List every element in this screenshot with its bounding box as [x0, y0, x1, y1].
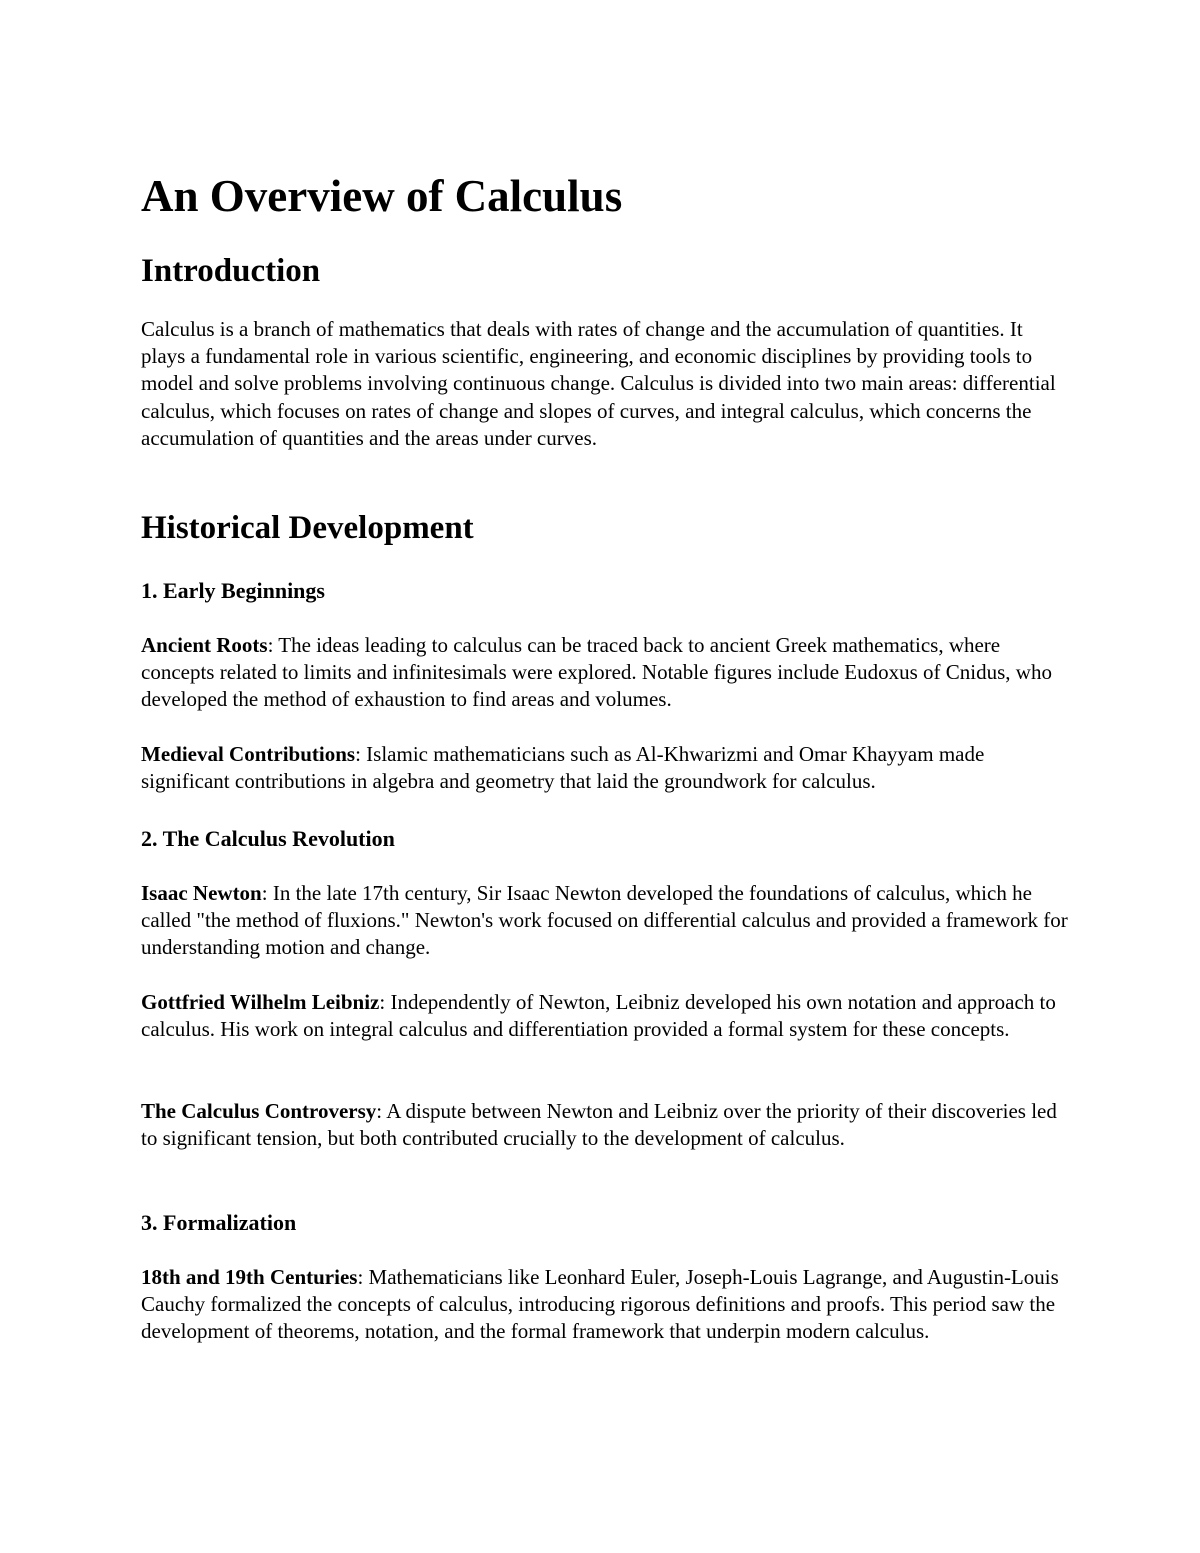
introduction-paragraph: Calculus is a branch of mathematics that deals with rates of change and the accumulation of quantities. It plays a fundamental role in various scientific, engineering, and economic disciplines by providing tools to model and solve problems involving continuous change. Calculus is divided into two main areas: differential calculus, which focuses on rates of change and slopes of curves, and integral calculus, which concerns the accumulation of quantities and the areas under curves.	[141, 317, 1056, 450]
centuries-term: 18th and 19th Centuries	[141, 1265, 358, 1289]
calculus-controversy-text: : A dispute between Newton and Leibniz over the priority of their discoveries led to significant tension, but both contributed crucially to the development of calculus.	[141, 1099, 1057, 1151]
leibniz-text: : Independently of Newton, Leibniz developed his own notation and approach to calculus. His work on integral calculus and differentiation provided a formal system for these concepts.	[141, 990, 1056, 1042]
leibniz-paragraph	[141, 989, 1071, 1043]
isaac-newton-paragraph	[141, 880, 1071, 962]
formalization-heading: 3. Formalization	[141, 1210, 297, 1235]
isaac-newton-term: Isaac Newton	[141, 881, 262, 905]
document-title: An Overview of Calculus	[141, 171, 623, 221]
ancient-roots-term: Ancient Roots	[141, 633, 268, 657]
isaac-newton-text: : In the late 17th century, Sir Isaac Newton developed the foundations of calculus, which he called "the method of fluxions." Newton's work focused on differential calculus and provided a framework for understanding motion and change.	[141, 881, 1068, 960]
medieval-contributions-paragraph	[141, 741, 1071, 795]
leibniz-term: Gottfried Wilhelm Leibniz	[141, 990, 380, 1014]
calculus-revolution-heading: 2. The Calculus Revolution	[141, 826, 395, 851]
centuries-paragraph	[141, 1264, 1071, 1346]
ancient-roots-paragraph	[141, 632, 1071, 714]
centuries-text: : Mathematicians like Leonhard Euler, Joseph-Louis Lagrange, and Augustin-Louis Cauchy formalized the concepts of calculus, introducing rigorous definitions and proofs. This period saw the development of theorems, notation, and the formal framework that underpin modern calculus.	[141, 1265, 1059, 1344]
introduction-heading: Introduction	[141, 253, 321, 289]
calculus-controversy-term: The Calculus Controversy	[141, 1099, 377, 1123]
historical-development-heading: Historical Development	[141, 510, 474, 546]
medieval-contributions-term: Medieval Contributions	[141, 742, 356, 766]
medieval-contributions-text: : Islamic mathematicians such as Al-Khwarizmi and Omar Khayyam made significant contributions in algebra and geometry that laid the groundwork for calculus.	[141, 742, 985, 794]
ancient-roots-text: : The ideas leading to calculus can be traced back to ancient Greek mathematics, where concepts related to limits and infinitesimals were explored. Notable figures include Eudoxus of Cnidus, who developed the method of exhaustion to find areas and volumes.	[141, 633, 1052, 712]
early-beginnings-heading: 1. Early Beginnings	[141, 578, 325, 603]
calculus-controversy-paragraph	[141, 1098, 1071, 1152]
